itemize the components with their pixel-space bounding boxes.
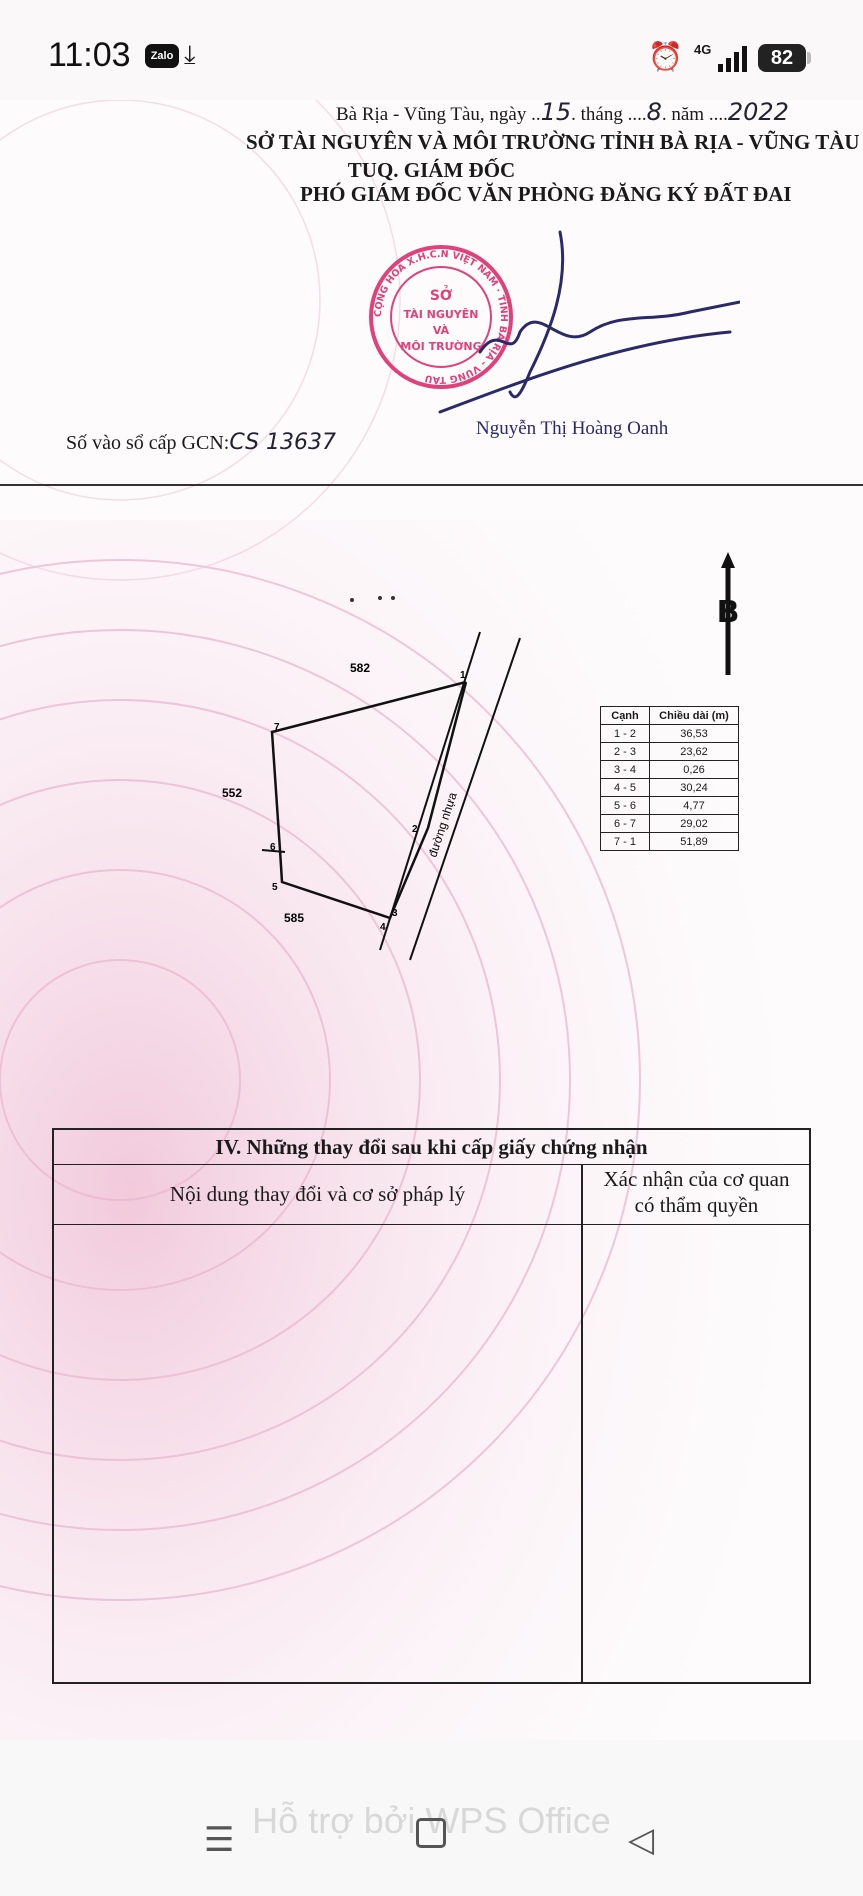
date-prefix: Bà Rịa - Vũng Tàu, ngày .. — [336, 104, 541, 125]
date-line — [336, 98, 789, 126]
table-header-edge: Cạnh — [601, 707, 650, 725]
column-content-header: Nội dung thay đổi và cơ sở pháp lý — [169, 1182, 466, 1206]
edge-length-table — [600, 706, 739, 851]
table-row — [601, 725, 739, 743]
signal-icon — [718, 46, 754, 72]
table-row — [601, 815, 739, 833]
seal-line-1: SỞ — [429, 288, 453, 304]
date-day: 15 — [540, 98, 572, 126]
neighbor-582: 582 — [350, 661, 371, 675]
table-cell-edge: 3 - 4 — [601, 761, 650, 779]
north-label: B — [716, 595, 740, 630]
neighbor-585: 585 — [284, 911, 305, 925]
zalo-icon: Zalo — [145, 44, 179, 68]
page-separator — [0, 484, 863, 486]
year-label: . năm .... — [661, 104, 728, 125]
table-cell-edge: 6 - 7 — [601, 815, 650, 833]
changes-table-title: IV. Những thay đổi sau khi cấp giấy chứng nhận — [54, 1130, 809, 1165]
table-cell-length: 29,02 — [650, 815, 739, 833]
signer-name: Nguyễn Thị Hoàng Oanh — [476, 418, 669, 439]
column-divider — [581, 1164, 583, 1682]
document-signature-block — [0, 82, 863, 492]
table-row — [601, 797, 739, 815]
changes-table — [52, 1128, 811, 1684]
month-label: . tháng .... — [571, 104, 647, 125]
table-cell-edge: 7 - 1 — [601, 833, 650, 851]
table-header-row — [601, 707, 739, 725]
home-nav-icon[interactable] — [416, 1818, 446, 1848]
org-line: SỞ TÀI NGUYÊN VÀ MÔI TRƯỜNG TỈNH BÀ RỊA - VŨNG TÀU — [246, 130, 860, 154]
table-header-length: Chiều dài (m) — [650, 707, 739, 725]
point-3: 3 — [392, 908, 398, 919]
role-line-2: PHÓ GIÁM ĐỐC VĂN PHÒNG ĐĂNG KÝ ĐẤT ĐAI — [300, 182, 792, 206]
table-row — [601, 779, 739, 797]
table-cell-length: 4,77 — [650, 797, 739, 815]
battery-icon: 82 — [758, 44, 806, 72]
point-2: 2 — [412, 824, 418, 835]
table-cell-length: 0,26 — [650, 761, 739, 779]
register-line — [66, 430, 336, 455]
table-cell-edge: 5 - 6 — [601, 797, 650, 815]
table-row — [601, 761, 739, 779]
back-nav-icon[interactable]: ◁ — [628, 1820, 655, 1860]
column-confirm-header — [584, 1166, 809, 1218]
register-number: CS 13637 — [229, 430, 337, 455]
table-row — [601, 833, 739, 851]
date-year: 2022 — [727, 98, 789, 126]
point-5: 5 — [272, 882, 278, 893]
table-cell-length: 51,89 — [650, 833, 739, 851]
road-label: đường nhựa — [425, 790, 460, 859]
table-cell-edge: 1 - 2 — [601, 725, 650, 743]
point-6: 6 — [270, 842, 276, 853]
column-confirm-line-2: có thẩm quyền — [634, 1193, 759, 1217]
network-type-label: 4G — [694, 42, 712, 57]
menu-nav-icon[interactable]: ☰ — [204, 1820, 235, 1860]
download-icon: ⤓ — [184, 40, 196, 70]
table-cell-edge: 4 - 5 — [601, 779, 650, 797]
point-7: 7 — [274, 722, 280, 733]
alarm-icon: ⏰ — [648, 40, 683, 73]
seal-line-2: TÀI NGUYÊN — [403, 308, 479, 321]
seal-line-3: VÀ — [432, 324, 450, 337]
point-1: 1 — [460, 670, 466, 681]
clock-time: 11:03 — [48, 36, 131, 74]
table-cell-length: 23,62 — [650, 743, 739, 761]
register-label: Số vào sổ cấp GCN: — [66, 432, 230, 454]
column-confirm-line-1: Xác nhận của cơ quan — [603, 1167, 790, 1191]
date-month: 8 — [646, 98, 662, 126]
seal-ring-text: CỘNG HÒA X.H.C.N VIỆT NAM · TỈNH BÀ RỊA - VŨNG TÀU — [372, 248, 510, 386]
handwritten-signature — [420, 222, 740, 422]
seal-line-4: MÔI TRƯỜNG — [400, 340, 482, 353]
table-cell-length: 30,24 — [650, 779, 739, 797]
battery-tip — [807, 52, 811, 64]
table-cell-length: 36,53 — [650, 725, 739, 743]
point-4: 4 — [380, 922, 386, 933]
wps-watermark: Hỗ trợ bởi WPS Office — [252, 1800, 611, 1841]
neighbor-552: 552 — [222, 786, 243, 800]
role-line-1: TUQ. GIÁM ĐỐC — [347, 158, 516, 182]
changes-table-header — [54, 1164, 809, 1225]
table-cell-edge: 2 - 3 — [601, 743, 650, 761]
table-row — [601, 743, 739, 761]
